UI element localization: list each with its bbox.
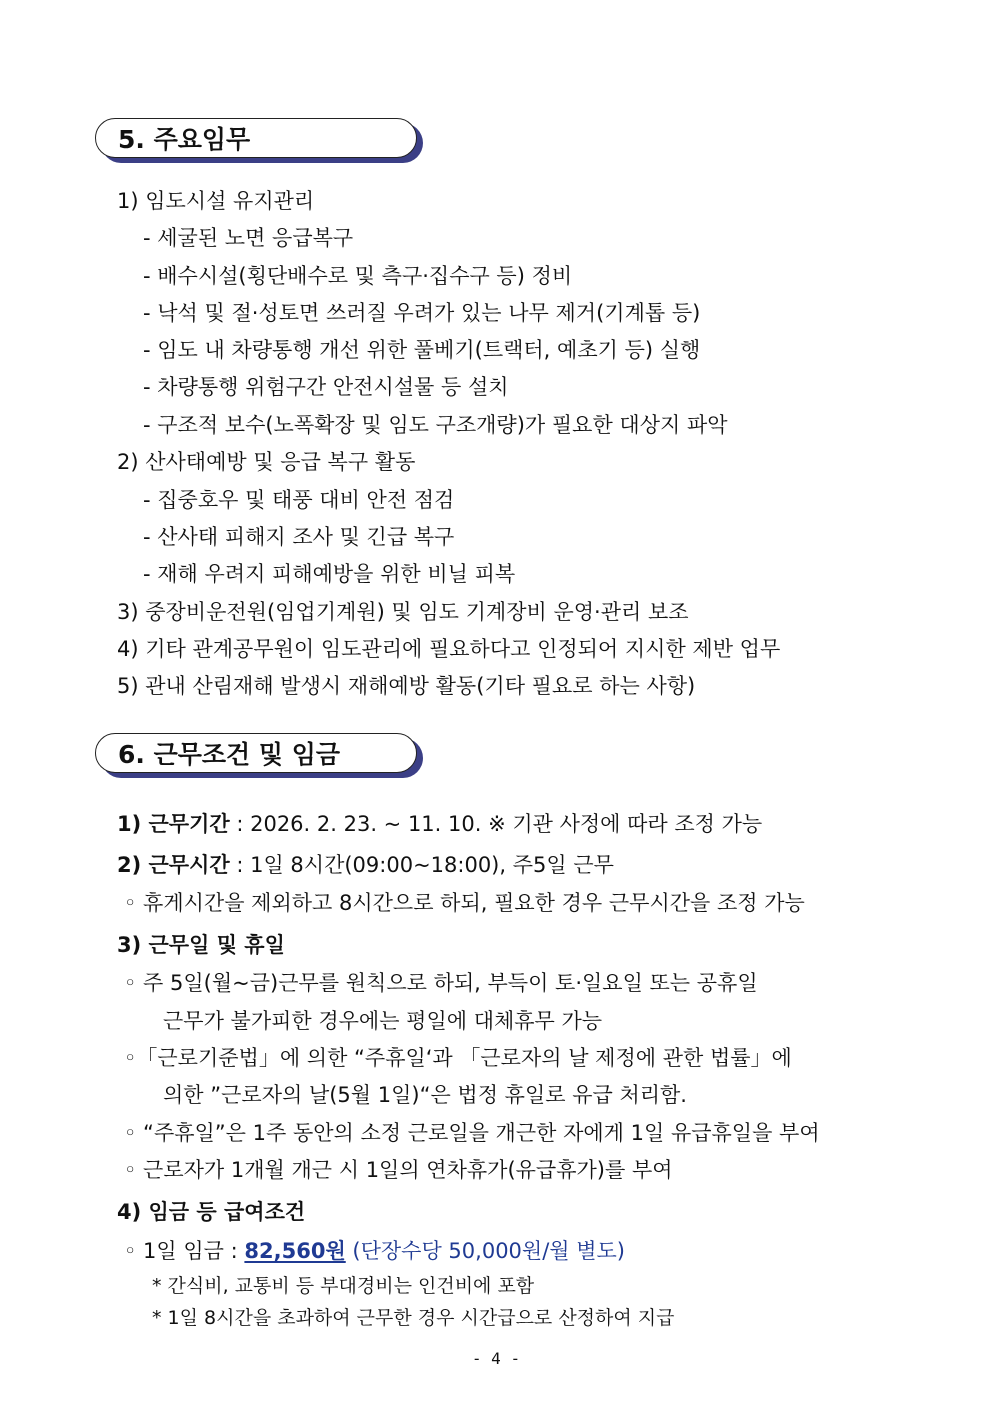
duty-1-item: - 차량통행 위험구간 안전시설물 등 설치	[143, 375, 509, 399]
work-days-line: ◦「근로기준법」에 의한 “주휴일‘과 「근로자의 날 제정에 관한 법률」에	[124, 1046, 792, 1070]
work-hours-value: : 1일 8시간(09:00~18:00), 주5일 근무	[229, 853, 614, 877]
duty-3: 3) 중장비운전원(임업기계원) 및 임도 기계장비 운영·관리 보조	[117, 600, 689, 624]
section-5-title: 5. 주요임무	[95, 118, 417, 158]
duty-2-item: - 재해 우려지 피해예방을 위한 비닐 피복	[143, 562, 516, 586]
work-days-line: 의한 ”근로자의 날(5월 1일)“은 법정 휴일로 유급 처리함.	[163, 1083, 687, 1107]
work-days-label: 3) 근무일 및 휴일	[117, 933, 285, 957]
page-number: - 4 -	[471, 1349, 521, 1368]
work-period-value: : 2026. 2. 23. ~ 11. 10. ※ 기관 사정에 따라 조정 가능	[229, 812, 763, 836]
duty-1-item: - 임도 내 차량통행 개선 위한 풀베기(트랙터, 예초기 등) 실행	[143, 338, 701, 362]
daily-wage-amount: 82,560원	[244, 1239, 346, 1263]
work-hours-label: 2) 근무시간	[117, 853, 230, 877]
section-6-heading	[95, 733, 417, 773]
daily-wage-extra: (단장수당 50,000원/월 별도)	[352, 1239, 626, 1263]
duty-2-item: - 산사태 피해지 조사 및 긴급 복구	[143, 525, 455, 549]
section-6-title: 6. 근무조건 및 임금	[95, 733, 417, 773]
section-5-heading	[95, 118, 417, 158]
duty-2-item: - 집중호우 및 태풍 대비 안전 점검	[143, 488, 455, 512]
wage-label: 4) 임금 등 급여조건	[117, 1200, 306, 1224]
duty-5: 5) 관내 산림재해 발생시 재해예방 활동(기타 필요로 하는 사항)	[117, 674, 696, 698]
work-hours	[117, 851, 614, 879]
duty-1-item: - 세굴된 노면 응급복구	[143, 226, 354, 250]
work-days-line: ◦ 주 5일(월~금)근무를 원칙으로 하되, 부득이 토·일요일 또는 공휴일	[124, 971, 758, 995]
work-days-line: ◦ “주휴일”은 1주 동안의 소정 근로일을 개근한 자에게 1일 유급휴일을 부여	[124, 1121, 820, 1145]
daily-wage	[124, 1237, 625, 1265]
duty-1-item: - 낙석 및 절·성토면 쓰러질 우려가 있는 나무 제거(기계톱 등)	[143, 301, 701, 325]
duty-4: 4) 기타 관계공무원이 임도관리에 필요하다고 인정되어 지시한 제반 업무	[117, 637, 781, 661]
work-days-line: 근무가 불가피한 경우에는 평일에 대체휴무 가능	[163, 1009, 603, 1033]
work-days-line: ◦ 근로자가 1개월 개근 시 1일의 연차휴가(유급휴가)를 부여	[124, 1158, 673, 1182]
daily-wage-prefix: ◦ 1일 임금 :	[124, 1239, 238, 1263]
work-period	[117, 810, 762, 838]
wage-note: * 1일 8시간을 초과하여 근무한 경우 시간급으로 산정하여 지급	[152, 1307, 675, 1329]
duty-1-item: - 구조적 보수(노폭확장 및 임도 구조개량)가 필요한 대상지 파악	[143, 413, 728, 437]
wage-note: * 간식비, 교통비 등 부대경비는 인건비에 포함	[152, 1275, 535, 1297]
duty-1: 1) 임도시설 유지관리	[117, 189, 315, 213]
duty-2: 2) 산사태예방 및 응급 복구 활동	[117, 450, 416, 474]
duty-1-item: - 배수시설(횡단배수로 및 측구·집수구 등) 정비	[143, 264, 573, 288]
work-hours-note: ◦ 휴게시간을 제외하고 8시간으로 하되, 필요한 경우 근무시간을 조정 가능	[124, 891, 805, 915]
work-period-label: 1) 근무기간	[117, 812, 230, 836]
